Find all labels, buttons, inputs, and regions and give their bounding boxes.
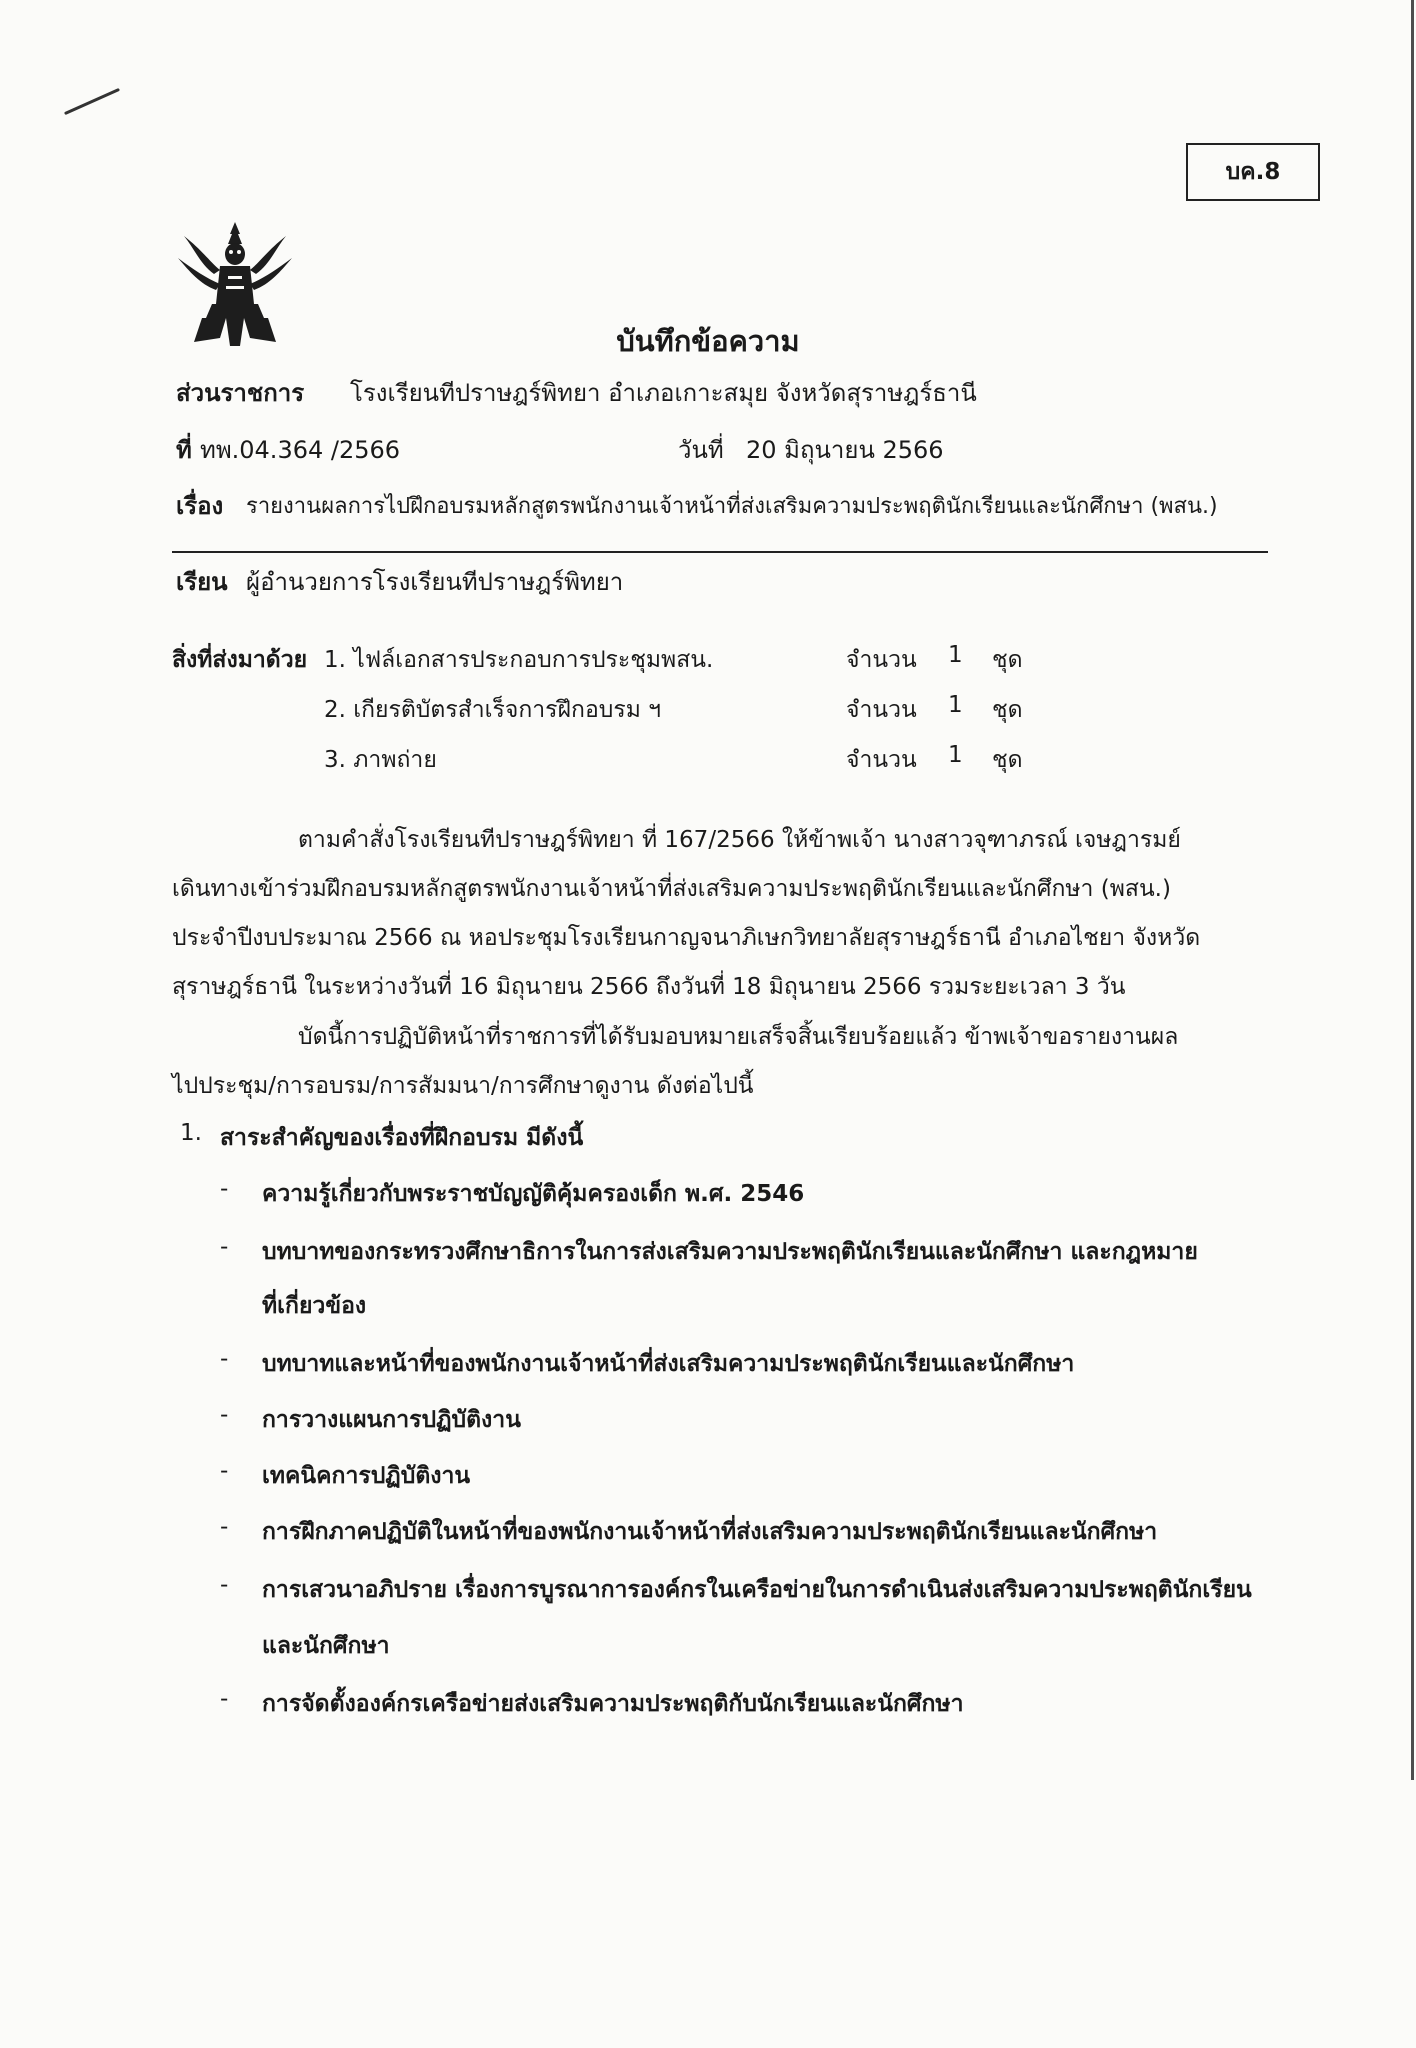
attachment-qty: 1	[948, 742, 963, 768]
bullet-item-continued: ที่เกี่ยวข้อง	[262, 1293, 367, 1319]
paragraph-line: ตามคำสั่งโรงเรียนทีปราษฎร์พิทยา ที่ 167/2566 ให้ข้าพเจ้า นางสาวจุฑาภรณ์ เจษฎารมย์	[298, 827, 1181, 853]
date-value: 20 มิถุนายน 2566	[746, 436, 944, 464]
bullet-dash: -	[220, 1514, 229, 1540]
attachment-qty-label: จำนวน	[846, 647, 917, 673]
paragraph-line: บัดนี้การปฏิบัติหน้าที่ราชการที่ได้รับมอบหมายเสร็จสิ้นเรียบร้อยแล้ว ข้าพเจ้าขอรายงานผล	[298, 1024, 1179, 1050]
to-value: ผู้อำนวยการโรงเรียนทีปราษฎร์พิทยา	[246, 568, 624, 596]
attachments-label: สิ่งที่ส่งมาด้วย	[172, 647, 308, 673]
bullet-item: บทบาทและหน้าที่ของพนักงานเจ้าหน้าที่ส่งเสริมความประพฤตินักเรียนและนักศึกษา	[262, 1351, 1075, 1377]
paragraph-line: เดินทางเข้าร่วมฝึกอบรมหลักสูตรพนักงานเจ้าหน้าที่ส่งเสริมความประพฤตินักเรียนและนักศึกษา (พสน.)	[172, 876, 1171, 902]
paragraph-line: ไปประชุม/การอบรม/การสัมมนา/การศึกษาดูงาน ดังต่อไปนี้	[172, 1073, 754, 1099]
agency-value: โรงเรียนทีปราษฎร์พิทยา อำเภอเกาะสมุย จังหวัดสุราษฎร์ธานี	[350, 379, 977, 407]
bullet-item: การวางแผนการปฏิบัติงาน	[262, 1407, 521, 1433]
attachment-item: 3. ภาพถ่าย	[324, 747, 437, 773]
bullet-dash: -	[220, 1402, 229, 1428]
pen-mark	[64, 88, 120, 115]
bullet-item: การจัดตั้งองค์กรเครือข่ายส่งเสริมความประพฤติกับนักเรียนและนักศึกษา	[262, 1691, 964, 1717]
section-number: 1.	[180, 1120, 202, 1146]
scan-edge	[1411, 0, 1414, 1780]
attachment-qty: 1	[948, 642, 963, 668]
paragraph-line: สุราษฎร์ธานี ในระหว่างวันที่ 16 มิถุนายน 2566 ถึงวันที่ 18 มิถุนายน 2566 รวมระยะเวลา 3 วัน	[172, 974, 1126, 1000]
ref-value: ทพ.04.364 /2566	[200, 436, 401, 464]
header-rule	[172, 551, 1268, 553]
attachment-item: 2. เกียรติบัตรสำเร็จการฝึกอบรม ฯ	[324, 697, 662, 723]
to-label: เรียน	[176, 568, 228, 596]
attachment-qty-label: จำนวน	[846, 697, 917, 723]
attachment-unit: ชุด	[992, 697, 1023, 723]
bullet-item: เทคนิคการปฏิบัติงาน	[262, 1463, 471, 1489]
attachment-item: 1. ไฟล์เอกสารประกอบการประชุมพสน.	[324, 647, 714, 673]
bullet-item: ความรู้เกี่ยวกับพระราชบัญญัติคุ้มครองเด็ก พ.ศ. 2546	[262, 1181, 805, 1207]
bullet-dash: -	[220, 1234, 229, 1260]
ref-label: ที่	[176, 436, 192, 464]
bullet-item: บทบาทของกระทรวงศึกษาธิการในการส่งเสริมความประพฤตินักเรียนและนักศึกษา และกฎหมาย	[262, 1239, 1198, 1265]
bullet-dash: -	[220, 1458, 229, 1484]
date-label: วันที่	[678, 436, 724, 464]
memo-title: บันทึกข้อความ	[616, 324, 800, 358]
bullet-item-continued: และนักศึกษา	[262, 1633, 390, 1659]
agency-label: ส่วนราชการ	[176, 379, 305, 407]
section-heading: สาระสำคัญของเรื่องที่ฝึกอบรม มีดังนี้	[220, 1125, 584, 1151]
bullet-dash: -	[220, 1572, 229, 1598]
bullet-dash: -	[220, 1686, 229, 1712]
subject-value: รายงานผลการไปฝึกอบรมหลักสูตรพนักงานเจ้าหน้าที่ส่งเสริมความประพฤตินักเรียนและนักศึกษา (พสน.)	[246, 494, 1218, 519]
attachment-unit: ชุด	[992, 647, 1023, 673]
attachment-qty: 1	[948, 692, 963, 718]
paragraph-line: ประจำปีงบประมาณ 2566 ณ หอประชุมโรงเรียนกาญจนาภิเษกวิทยาลัยสุราษฎร์ธานี อำเภอไชยา จังหวัด	[172, 925, 1201, 951]
form-code-box: บค.8	[1186, 143, 1320, 201]
attachment-unit: ชุด	[992, 747, 1023, 773]
bullet-dash: -	[220, 1346, 229, 1372]
bullet-item: การฝึกภาคปฏิบัติในหน้าที่ของพนักงานเจ้าหน้าที่ส่งเสริมความประพฤตินักเรียนและนักศึกษา	[262, 1519, 1158, 1545]
attachment-qty-label: จำนวน	[846, 747, 917, 773]
bullet-dash: -	[220, 1176, 229, 1202]
bullet-item: การเสวนาอภิปราย เรื่องการบูรณาการองค์กรในเครือข่ายในการดำเนินส่งเสริมความประพฤตินักเรียน	[262, 1577, 1252, 1603]
subject-label: เรื่อง	[176, 492, 224, 520]
